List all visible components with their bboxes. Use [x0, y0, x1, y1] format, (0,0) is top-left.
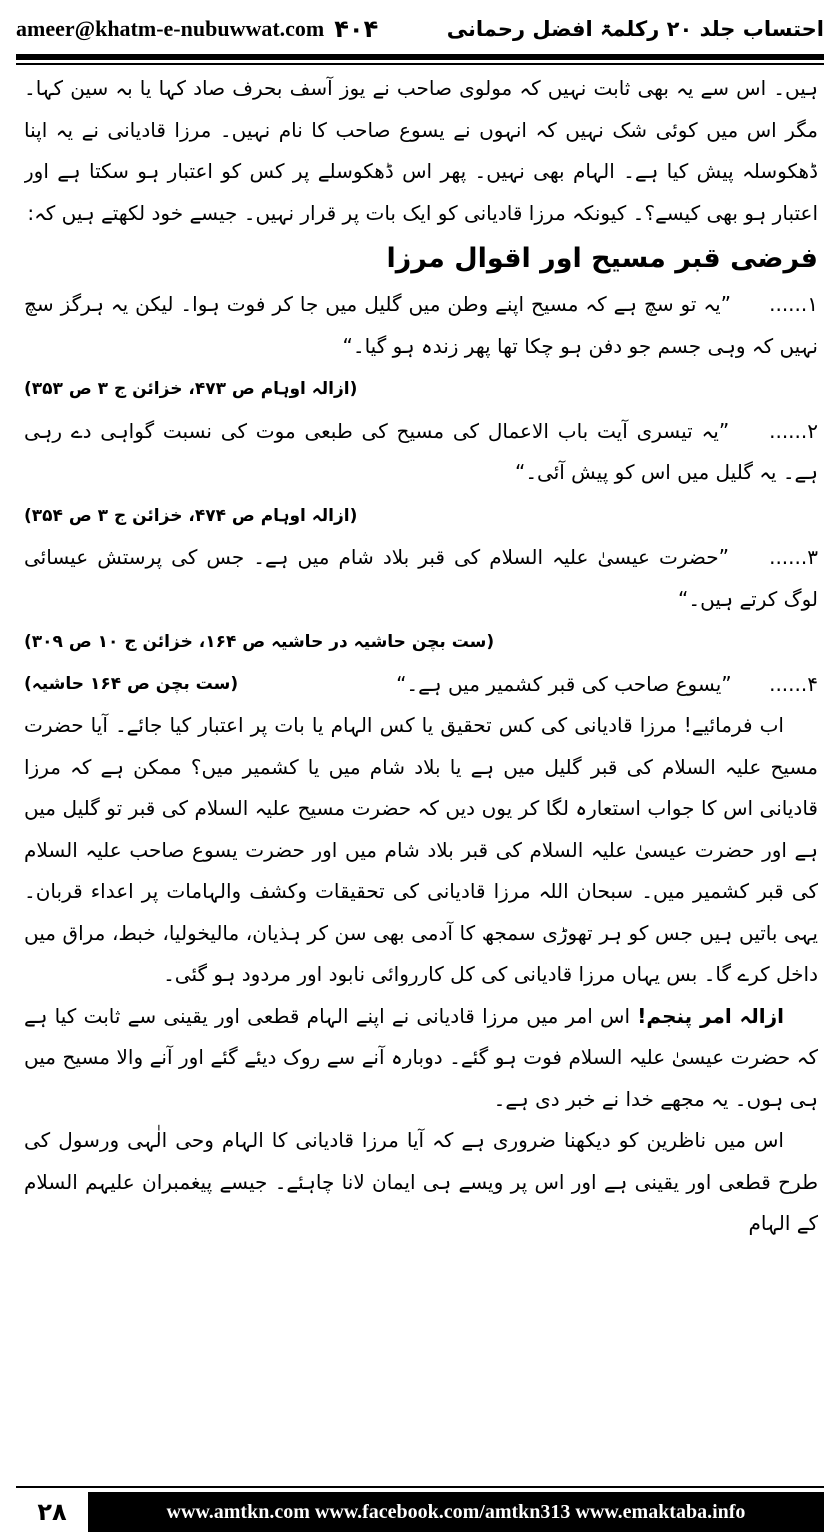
quote-3-reference: (ست بچن حاشیہ در حاشیہ ص ۱۶۴، خزائن ج ۱۰ ص ۳۰۹) [24, 632, 495, 652]
quote-2-text: ”یہ تیسری آیت باب الاعمال کی مسیح کی طبعی موت کی نسبت گواہی دے رہی ہے۔ یہ گلیل میں اس کو پیش آئی۔“ [24, 418, 818, 484]
quote-1-number: ۱...... [769, 292, 818, 316]
header-left [16, 15, 378, 43]
quote-2-number: ۲...... [769, 418, 818, 443]
header-page-number: ۴۰۴ [334, 15, 379, 43]
page-footer [16, 1492, 824, 1532]
quote-2 [24, 411, 818, 494]
quote-3-reference-line [24, 620, 818, 664]
quote-1-text: ”یہ تو سچ ہے کہ مسیح اپنے وطن میں گلیل میں جا کر فوت ہوا۔ لیکن یہ ہرگز سچ نہیں کہ وہی جسم جو دفن ہو چکا تھا پھر زندہ ہو گیا۔“ [24, 292, 818, 358]
header-thick-rule [16, 54, 824, 60]
footer-page-number: ۲۸ [16, 1492, 88, 1532]
paragraph-3-text: اس امر میں مرزا قادیانی نے اپنے الہام قطعی اور یقینی سے ثابت کیا ہے کہ حضرت عیسیٰ علیہ السلام فوت ہو گئے۔ دوبارہ آنے سے روک دیئے گئے اور آنے والا مسیح میں ہی ہوں۔ یہ مجھے خدا نے خبر دی ہے۔ [24, 1003, 818, 1111]
quote-4-text: ”یسوع صاحب کی قبر کشمیر میں ہے۔“ [396, 671, 732, 696]
quote-1-reference-line [24, 367, 818, 411]
quote-2-reference-line [24, 494, 818, 538]
quote-1-reference: (ازالہ اوہام ص ۴۷۳، خزائن ج ۳ ص ۳۵۳) [24, 379, 358, 399]
paragraph-2: اب فرمائیے! مرزا قادیانی کی کس تحقیق یا کس الہام یا بات پر اعتبار کیا جائے۔ آیا حضرت مسیح علیہ السلام کی قبر گلیل میں ہے یا بلاد شام میں یا کشمیر میں؟ ممکن ہے کہ مرزا قادیانی اس کا جواب استعارہ لگا کر یوں دیں کہ حضرت مسیح علیہ السلام کی قبر تو گلیل میں ہے اور حضرت عیسیٰ علیہ السلام کی قبر بلاد شام میں اور حضرت یسوع صاحب علیہ السلام کی قبر کشمیر میں۔ سبحان اللہ مرزا قادیانی کی تحقیقات وکشف والہامات پر اعداء قربان۔ یہی باتیں ہیں جس کو ہر تھوڑی سمجھ کا آدمی بھی سن کر ہذیان، مالیخولیا، خبط، مراق میں داخل کرے گا۔ بس یہاں مرزا قادیانی کی کل کارروائی نابود اور مردود ہو گئی۔ [24, 713, 818, 986]
quote-3-text: ”حضرت عیسیٰ علیہ السلام کی قبر بلاد شام میں ہے۔ جس کی پرستش عیسائی لوگ کرتے ہیں۔“ [24, 545, 818, 611]
quote-4-reference: (ست بچن ص ۱۶۴ حاشیہ) [24, 673, 239, 694]
header-email: ameer@khatm-e-nubuwwat.com [16, 16, 325, 41]
quote-4-number: ۴...... [769, 671, 818, 696]
section-heading: فرضی قبر مسیح اور اقوال مرزا [386, 243, 818, 274]
quote-1 [24, 284, 818, 367]
page-header [16, 6, 824, 52]
quote-4 [24, 664, 818, 706]
paragraph-3-lead: ازالہ امر پنجم! [637, 1003, 785, 1028]
quote-3 [24, 537, 818, 620]
quote-3-number: ۳...... [769, 545, 818, 569]
quote-2-reference: (ازالہ اوہام ص ۴۷۴، خزائن ج ۳ ص ۳۵۴) [24, 505, 358, 526]
header-thin-rule [16, 63, 824, 65]
page-body [24, 68, 818, 1478]
footer-rule [16, 1486, 824, 1488]
paragraph-4: اس میں ناظرین کو دیکھنا ضروری ہے کہ آیا مرزا قادیانی کا الہام وحی الٰہی ورسول کی طرح قطعی اور یقینی ہے اور اس پر ویسے ہی ایمان لانا چاہئے۔ جیسے پیغمبران علیہم السلام کے الہام [24, 1128, 818, 1235]
paragraph-1: ہیں۔ اس سے یہ بھی ثابت نہیں کہ مولوی صاحب نے یوز آسف بحرف صاد کہا یا بہ سین کہا۔ مگر اس میں کوئی شک نہیں کہ انہوں نے یسوع صاحب کا نام نہیں۔ مرزا قادیانی نے یہ اپنا ڈھکوسلہ پیش کیا ہے۔ الہام بھی نہیں۔ پھر اس ڈھکوسلے پر کس کو اعتبار ہو سکتا ہے اور اعتبار ہو بھی کیسے؟۔ کیونکہ مرزا قادیانی کو ایک بات پر قرار نہیں۔ جیسے خود لکھتے ہیں کہ: [24, 76, 818, 225]
footer-links: www.amtkn.com www.facebook.com/amtkn313 www.emaktaba.info [88, 1492, 824, 1532]
paragraph-3 [24, 996, 818, 1121]
header-book-title: احتساب جلد ۲۰ رکلمۃ افضل رحمانی [446, 17, 824, 41]
